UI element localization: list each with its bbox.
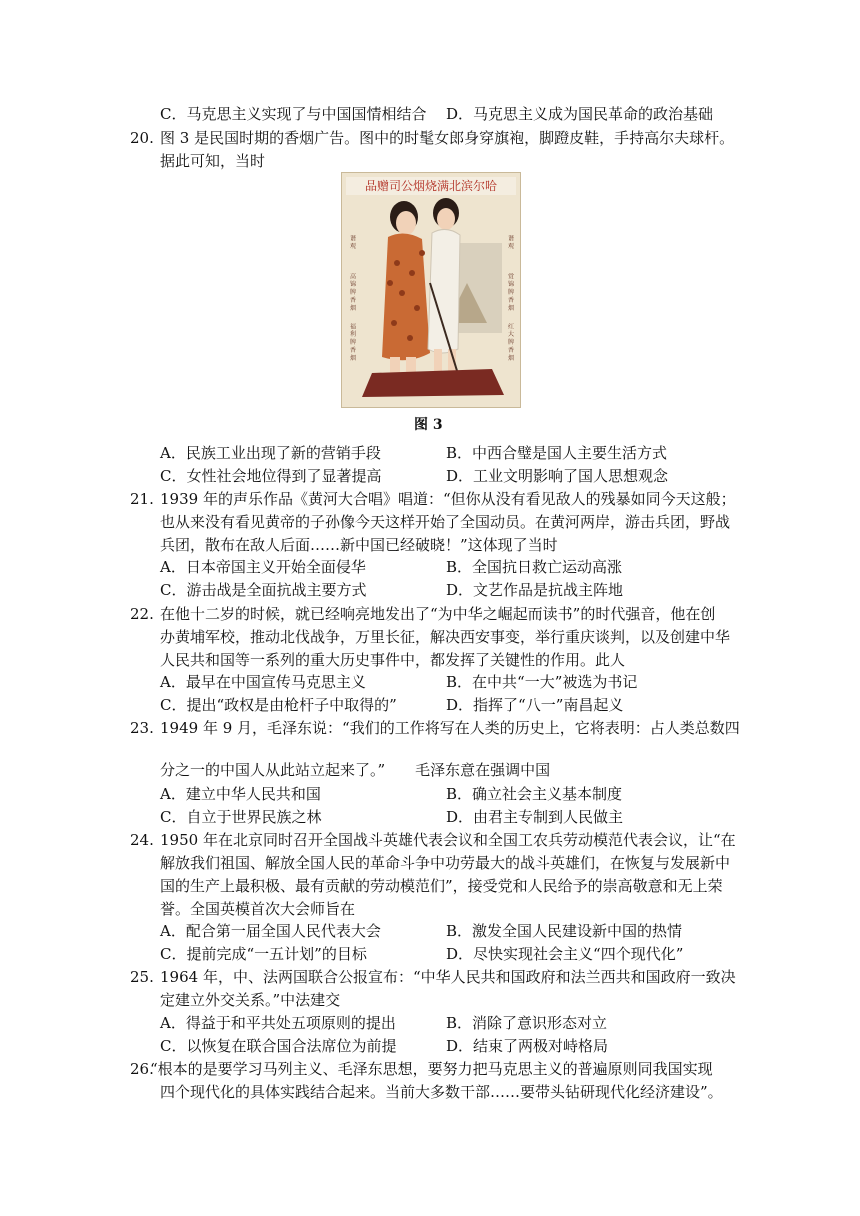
option-b: B．激发全国人民建设新中国的热情 — [446, 922, 683, 940]
option-d: D．由君主专制到人民做主 — [446, 808, 624, 826]
option-a: A．得益于和平共处五项原则的提出 — [160, 1014, 396, 1032]
option-a: A．建立中华人民共和国 — [160, 785, 321, 803]
question-number: 20. — [130, 129, 154, 147]
option-c: C．提出“政权是由枪杆子中取得的” — [160, 696, 397, 714]
option-b: B．中西合璧是国人主要生活方式 — [446, 444, 668, 462]
stem-line: 解放我们祖国、解放全国人民的革命斗争中功劳最大的战斗英雄们，在恢复与发展新中 — [160, 854, 731, 872]
poster-side-left-1: 谐 观 — [348, 235, 356, 249]
question-number: 22. — [130, 605, 154, 623]
poster-header: 品赠司公烟烧满北滨尔哈 — [364, 179, 498, 193]
option-c: C．游击战是全面抗战主要方式 — [160, 581, 367, 599]
q19-option-c: C．马克思主义实现了与中国国情相结合 — [160, 105, 427, 123]
stem-line: 国的生产上最积极、最有贡献的劳动模范们”，接受党和人民给予的崇高敬意和无上荣 — [160, 877, 723, 895]
stem-line: 1939 年的声乐作品《黄河大合唱》唱道：“但你从没有看见敌人的残暴如同今天这般； — [160, 490, 736, 508]
stem-line: 1950 年在北京同时召开全国战斗英雄代表会议和全国工农兵劳动模范代表会议，让“在 — [160, 831, 736, 849]
question-number: 21. — [130, 490, 154, 508]
question-number: 24. — [130, 831, 154, 849]
option-d: D．工业文明影响了国人思想观念 — [446, 467, 669, 485]
poster-side-right-3: 红 大 牌 香 烟 — [506, 323, 514, 361]
stem-line: 办黄埔军校，推动北伐战争，万里长征，解决西安事变，举行重庆谈判，以及创建中华 — [160, 628, 731, 646]
stem-line: 人民共和国等一系列的重大历史事件中，都发挥了关键性的作用。此人 — [160, 651, 626, 669]
option-a: A．民族工业出现了新的营销手段 — [160, 444, 381, 462]
option-c: C．女性社会地位得到了显著提高 — [160, 467, 382, 485]
stem-line: 分之一的中国人从此站立起来了。” 毛泽东意在强调中国 — [160, 761, 551, 779]
option-d: D．文艺作品是抗战主阵地 — [446, 581, 624, 599]
option-d: D．结束了两极对峙格局 — [446, 1037, 609, 1055]
stem-line: 誉。全国英模首次大会师旨在 — [160, 900, 356, 918]
stem-line: 定建立外交关系。”中法建交 — [160, 991, 341, 1009]
poster-side-left-3: 福 利 牌 香 烟 — [348, 323, 356, 361]
option-c: C．以恢复在联合国合法席位为前提 — [160, 1037, 397, 1055]
stem-line: 据此可知，当时 — [160, 152, 266, 170]
option-a: A．日本帝国主义开始全面侵华 — [160, 558, 366, 576]
stem-line: 1949 年 9 月，毛泽东说：“我们的工作将写在人类的历史上，它将表明：占人类总数四 — [160, 719, 740, 737]
option-a: A．最早在中国宣传马克思主义 — [160, 673, 366, 691]
question-number: 25. — [130, 968, 154, 986]
stem-line: 兵团，散布在敌人后面……新中国已经破晓！”这体现了当时 — [160, 536, 558, 554]
option-b: B．全国抗日救亡运动高涨 — [446, 558, 623, 576]
question-number: 23. — [130, 719, 154, 737]
question-number: 26. — [130, 1060, 154, 1078]
option-c: C．提前完成“一五计划”的目标 — [160, 945, 367, 963]
option-a: A．配合第一届全国人民代表大会 — [160, 922, 381, 940]
option-b: B．消除了意识形态对立 — [446, 1014, 608, 1032]
poster-illustration — [342, 173, 520, 407]
stem-line: 图 3 是民国时期的香烟广告。图中的时髦女郎身穿旗袍，脚蹬皮鞋，手持高尔夫球杆。 — [160, 129, 735, 147]
cigarette-ad-image — [341, 172, 521, 408]
poster-side-right-2: 赏 锦 牌 香 烟 — [506, 273, 514, 311]
stem-line: 四个现代化的具体实践结合起来。当前大多数干部……要带头钻研现代化经济建设”。 — [160, 1083, 723, 1101]
stem-line: “根本的是要学习马列主义、毛泽东思想，要努力把马克思主义的普遍原则同我国实现 — [150, 1060, 713, 1078]
figure-caption: 图 3 — [414, 417, 443, 433]
option-d: D．指挥了“八一”南昌起义 — [446, 696, 624, 714]
option-c: C．自立于世界民族之林 — [160, 808, 322, 826]
option-b: B．确立社会主义基本制度 — [446, 785, 623, 803]
stem-line: 1964 年，中、法两国联合公报宣布：“中华人民共和国政府和法兰西共和国政府一致决 — [160, 968, 736, 986]
option-d: D．尽快实现社会主义“四个现代化” — [446, 945, 684, 963]
option-b: B．在中共“一大”被选为书记 — [446, 673, 638, 691]
poster-side-left-2: 高 锦 牌 香 烟 — [348, 273, 356, 311]
stem-line: 也从来没有看见黄帝的子孙像今天这样开始了全国动员。在黄河两岸，游击兵团，野战 — [160, 513, 731, 531]
q19-option-d: D．马克思主义成为国民革命的政治基础 — [446, 105, 714, 123]
stem-line: 在他十二岁的时候，就已经响亮地发出了“为中华之崛起而读书”的时代强音，他在创 — [160, 605, 716, 623]
poster-side-right-1: 谐 观 — [506, 235, 514, 249]
